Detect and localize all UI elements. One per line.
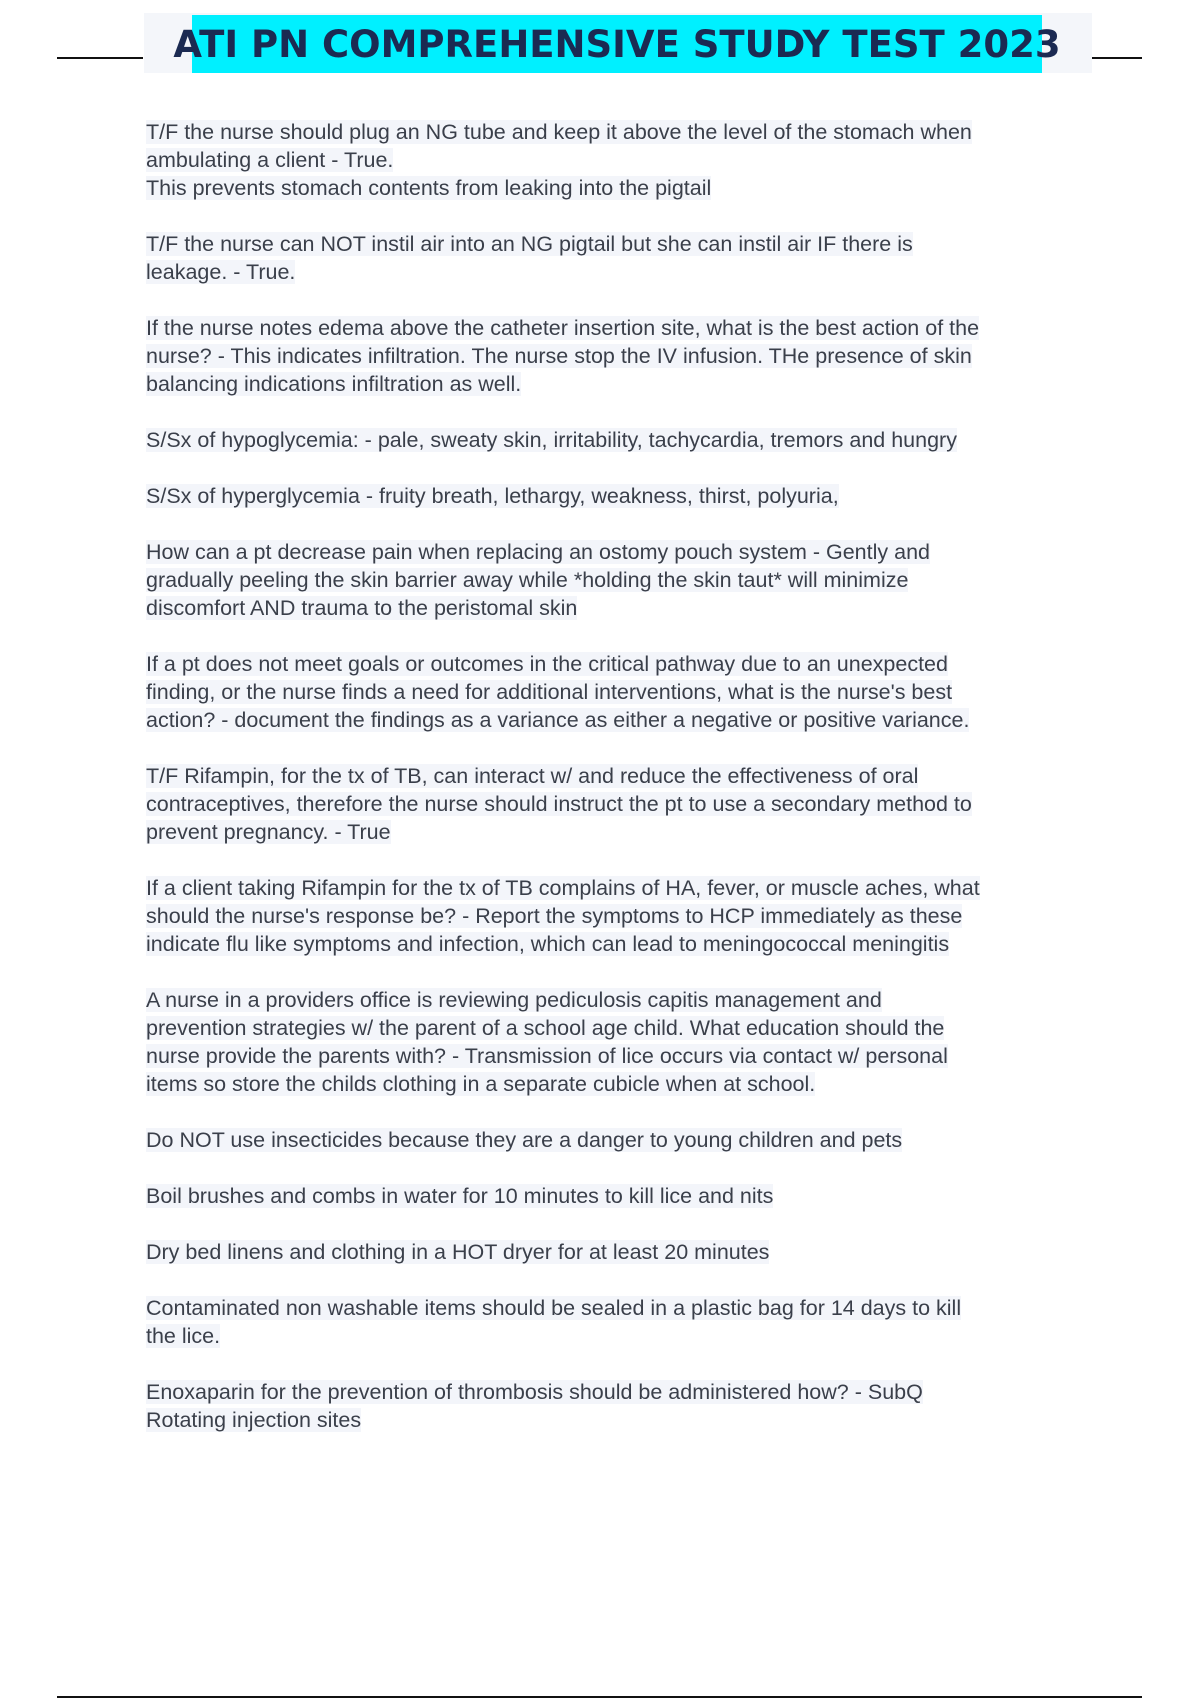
text-line: If a pt does not meet goals or outcomes in the critical pathway due to an unexpected — [146, 652, 948, 676]
text-line: T/F the nurse should plug an NG tube and keep it above the level of the stomach when — [146, 120, 972, 144]
text-line: If a client taking Rifampin for the tx of TB complains of HA, fever, or muscle aches, what — [146, 876, 980, 900]
qa-entry-3 — [146, 314, 1096, 398]
qa-entry-5 — [146, 482, 1096, 510]
text-line: Contaminated non washable items should be sealed in a plastic bag for 14 days to kill — [146, 1296, 962, 1320]
text-line: T/F the nurse can NOT instil air into an NG pigtail but she can instil air IF there is — [146, 232, 913, 256]
qa-entry-8 — [146, 762, 1096, 846]
text-line: Rotating injection sites — [146, 1408, 362, 1432]
text-line: indicate flu like symptoms and infection, which can lead to meningococcal meningitis — [146, 932, 950, 956]
text-line: S/Sx of hyperglycemia - fruity breath, lethargy, weakness, thirst, polyuria, — [146, 484, 839, 508]
qa-entry-10 — [146, 986, 1096, 1098]
qa-entry-6 — [146, 538, 1096, 622]
text-line: T/F Rifampin, for the tx of TB, can interact w/ and reduce the effectiveness of oral — [146, 764, 919, 788]
text-line: S/Sx of hypoglycemia: - pale, sweaty skin, irritability, tachycardia, tremors and hungry — [146, 428, 957, 452]
text-line: If the nurse notes edema above the catheter insertion site, what is the best action of the — [146, 316, 980, 340]
text-line: finding, or the nurse finds a need for additional interventions, what is the nurse's best — [146, 680, 953, 704]
header-rule-left — [57, 57, 143, 59]
qa-entry-1 — [146, 118, 1096, 202]
text-line: This prevents stomach contents from leaking into the pigtail — [146, 176, 712, 200]
text-line: action? - document the findings as a variance as either a negative or positive variance. — [146, 708, 970, 732]
text-line: discomfort AND trauma to the peristomal skin — [146, 596, 578, 620]
qa-entry-11 — [146, 1126, 1096, 1154]
text-line: A nurse in a providers office is reviewing pediculosis capitis management and — [146, 988, 882, 1012]
qa-entry-14 — [146, 1294, 1096, 1350]
text-line: ambulating a client - True. — [146, 148, 394, 172]
qa-entry-2 — [146, 230, 1096, 286]
text-line: How can a pt decrease pain when replacing an ostomy pouch system - Gently and — [146, 540, 930, 564]
title-highlight — [173, 15, 1061, 73]
footer-rule — [57, 1696, 1142, 1698]
text-line: Boil brushes and combs in water for 10 minutes to kill lice and nits — [146, 1184, 774, 1208]
text-line: prevention strategies w/ the parent of a school age child. What education should the — [146, 1016, 945, 1040]
qa-entry-13 — [146, 1238, 1096, 1266]
document-body — [146, 118, 1096, 1462]
text-line: gradually peeling the skin barrier away while *holding the skin taut* will minimize — [146, 568, 909, 592]
text-line: Do NOT use insecticides because they are a danger to young children and pets — [146, 1128, 903, 1152]
qa-entry-9 — [146, 874, 1096, 958]
text-line: nurse? - This indicates infiltration. The nurse stop the IV infusion. THe presence of skin — [146, 344, 972, 368]
qa-entry-12 — [146, 1182, 1096, 1210]
text-line: the lice. — [146, 1324, 221, 1348]
text-line: contraceptives, therefore the nurse should instruct the pt to use a secondary method to — [146, 792, 972, 816]
text-line: should the nurse's response be? - Report the symptoms to HCP immediately as these — [146, 904, 963, 928]
document-title: ATI PN COMPREHENSIVE STUDY TEST 2023 — [173, 22, 1061, 66]
text-line: leakage. - True. — [146, 260, 296, 284]
qa-entry-15 — [146, 1378, 1096, 1434]
text-line: prevent pregnancy. - True — [146, 820, 391, 844]
text-line: balancing indications infiltration as well. — [146, 372, 522, 396]
qa-entry-4 — [146, 426, 1096, 454]
text-line: nurse provide the parents with? - Transmission of lice occurs via contact w/ personal — [146, 1044, 948, 1068]
qa-entry-7 — [146, 650, 1096, 734]
text-line: Enoxaparin for the prevention of thrombosis should be administered how? - SubQ — [146, 1380, 923, 1404]
text-line: Dry bed linens and clothing in a HOT dryer for at least 20 minutes — [146, 1240, 770, 1264]
header-rule-right — [1092, 57, 1142, 59]
text-line: items so store the childs clothing in a separate cubicle when at school. — [146, 1072, 816, 1096]
